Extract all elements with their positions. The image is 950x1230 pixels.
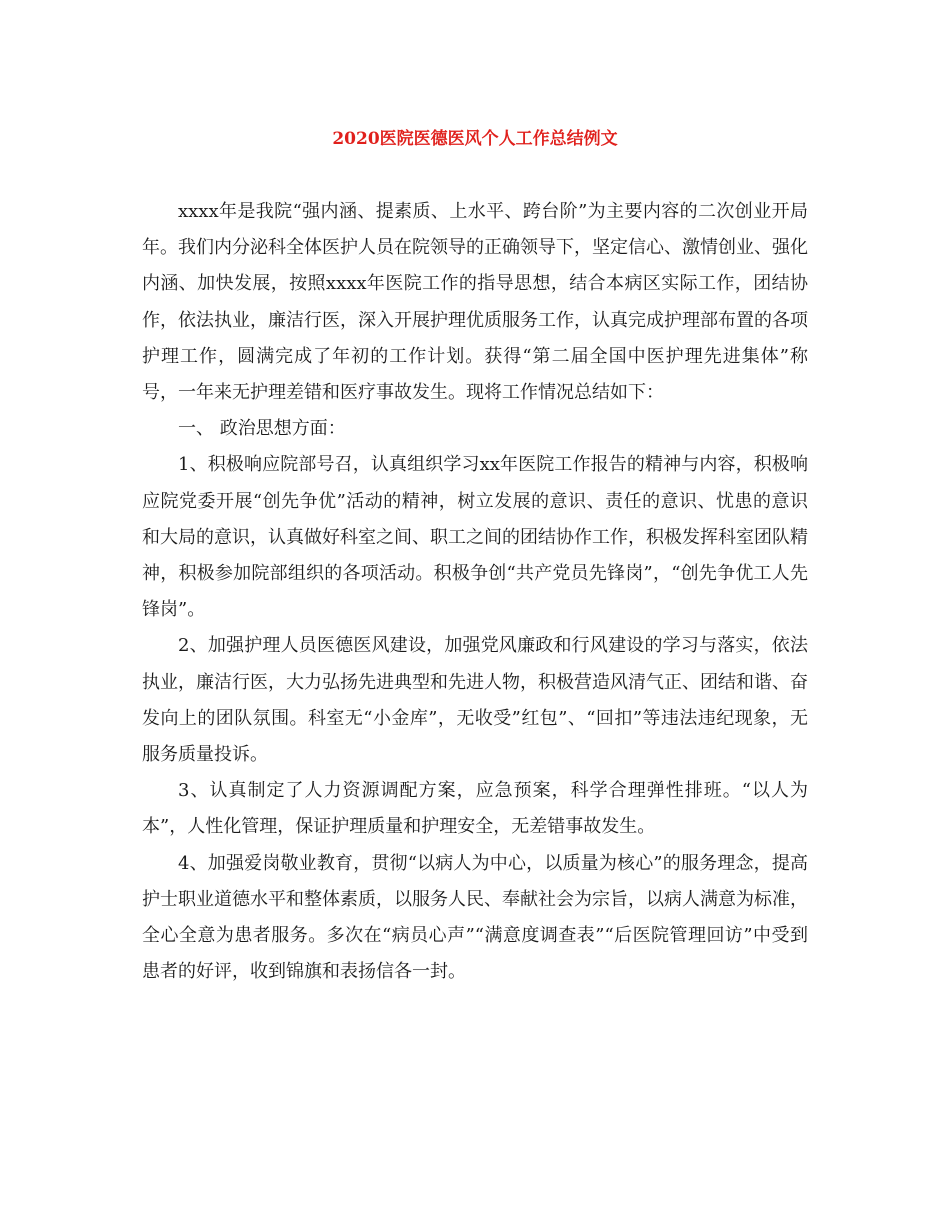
paragraph-item-4: 4、加强爱岗敬业教育，贯彻“以病人为中心，以质量为核心”的服务理念，提高护士职业道德水平和整体素质，以服务人民、奉献社会为宗旨，以病人满意为标准，全心全意为患者服务。多次在“病员心声”“满意度调查表”“后医院管理回访”中受到患者的好评，收到锦旗和表扬信各一封。 [142, 852, 808, 983]
paragraph-item-3: 3、认真制定了人力资源调配方案，应急预案，科学合理弹性排班。“以人为本”，人性化管理，保证护理质量和护理安全，无差错事故发生。 [142, 780, 808, 838]
paragraph-intro: xxxx年是我院“强内涵、提素质、上水平、跨台阶”为主要内容的二次创业开局年。我们内分泌科全体医护人员在院领导的正确领导下，坚定信心、激情创业、强化内涵、加快发展，按照xxxx年医院工作的指导思想，结合本病区实际工作，团结协作，依法执业，廉洁行医，深入开展护理优质服务工作，认真完成护理部布置的各项护理工作，圆满完成了年初的工作计划。获得“第二届全国中医护理先进集体”称号，一年来无护理差错和医疗事故发生。现将工作情况总结如下： [142, 201, 808, 404]
document-title: 2020医院医德医风个人工作总结例文 [332, 129, 618, 149]
paragraph-item-2: 2、加强护理人员医德医风建设，加强党风廉政和行风建设的学习与落实，依法执业，廉洁行医，大力弘扬先进典型和先进人物，积极营造风清气正、团结和谐、奋发向上的团队氛围。科室无“小金库”，无收受”红包”、“回扣”等违法违纪现象，无服务质量投诉。 [142, 635, 808, 766]
section-heading-political: 一、 政治思想方面： [178, 418, 346, 440]
document-body [142, 194, 808, 990]
paragraph-item-1: 1、积极响应院部号召，认真组织学习xx年医院工作报告的精神与内容，积极响应院党委开展“创先争优”活动的精神，树立发展的意识、责任的意识、忧患的意识和大局的意识，认真做好科室之间、职工之间的团结协作工作，积极发挥科室团队精神，积极参加院部组织的各项活动。积极争创“共产党员先锋岗”，“创先争优工人先锋岗”。 [142, 454, 808, 621]
